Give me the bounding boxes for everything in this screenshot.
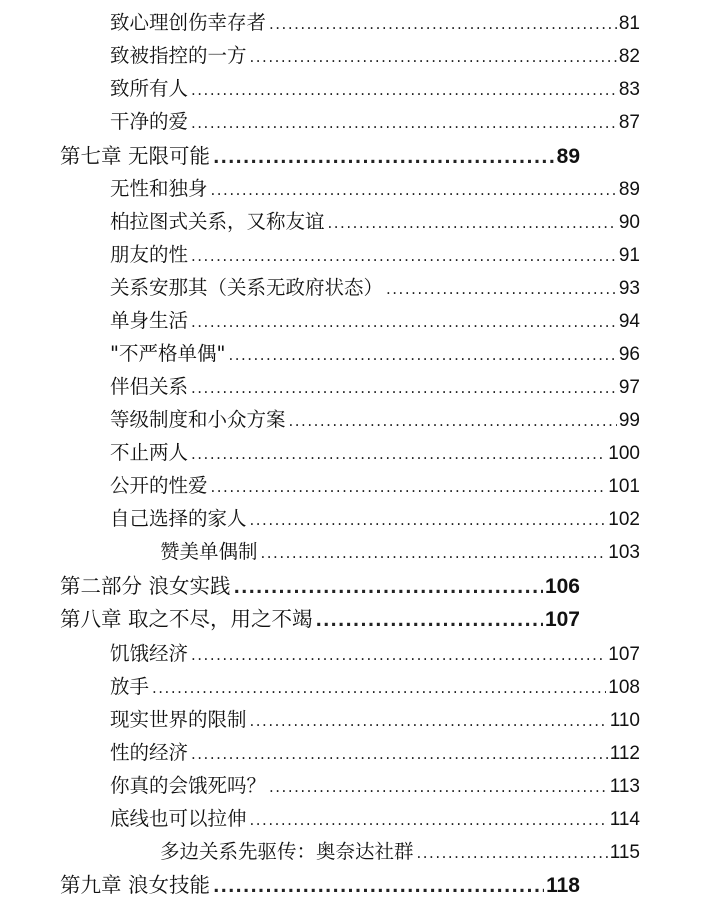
toc-entry-title: 朋友的性 xyxy=(110,243,189,266)
toc-entry-title: 单身生活 xyxy=(110,309,189,332)
dot-leader xyxy=(269,10,617,38)
toc-entry-title: 自己选择的家人 xyxy=(110,507,247,530)
toc-entry[interactable] xyxy=(110,739,640,768)
dot-leader xyxy=(211,473,607,501)
dot-leader xyxy=(191,109,617,137)
toc-entry-page: 91 xyxy=(618,245,640,266)
toc-entry-title: 放手 xyxy=(110,675,150,698)
toc-entry-page: 114 xyxy=(609,809,640,830)
toc-entry[interactable] xyxy=(110,175,640,204)
toc-chapter-entry[interactable] xyxy=(60,871,580,901)
toc-entry[interactable] xyxy=(110,472,640,501)
dot-leader xyxy=(191,740,608,768)
toc-entry-title: 第八章 取之不尽，用之不竭 xyxy=(60,607,313,631)
toc-entry-page: 93 xyxy=(618,278,640,299)
dot-leader xyxy=(191,440,606,468)
toc-entry-page: 118 xyxy=(546,874,580,897)
toc-entry-page: 81 xyxy=(618,13,640,34)
dot-leader xyxy=(191,242,617,270)
toc-entry[interactable] xyxy=(160,838,640,867)
dot-leader xyxy=(386,275,617,303)
toc-entry[interactable] xyxy=(110,241,640,270)
toc-entry-page: 100 xyxy=(608,443,640,464)
toc-entry[interactable] xyxy=(110,307,640,336)
dot-leader xyxy=(250,707,608,735)
dot-leader xyxy=(316,607,543,635)
toc-entry-page: 99 xyxy=(618,410,640,431)
toc-entry-title: 你真的会饿死吗？ xyxy=(110,774,267,797)
toc-entry-page: 107 xyxy=(608,644,640,665)
toc-chapter-entry[interactable] xyxy=(60,572,580,602)
toc-entry[interactable] xyxy=(110,805,640,834)
toc-entry-page: 112 xyxy=(609,743,640,764)
toc-entry[interactable] xyxy=(110,274,640,303)
toc-entry[interactable] xyxy=(110,505,640,534)
dot-leader xyxy=(191,308,617,336)
toc-entry-title: 第九章 浪女技能 xyxy=(60,873,211,897)
dot-leader xyxy=(191,76,617,104)
toc-entry-title: 第七章 无限可能 xyxy=(60,144,211,168)
toc-entry-title: 等级制度和小众方案 xyxy=(110,408,286,431)
toc-entry[interactable] xyxy=(110,673,640,702)
toc-entry-title: 现实世界的限制 xyxy=(110,708,247,731)
toc-entry-title: 致被指控的一方 xyxy=(110,44,247,67)
toc-entry-page: 107 xyxy=(544,608,580,631)
toc-entry-title: 致所有人 xyxy=(110,77,189,100)
dot-leader xyxy=(234,574,543,602)
toc-entry-page: 97 xyxy=(618,377,640,398)
toc-entry-title: 无性和独身 xyxy=(110,177,208,200)
dot-leader xyxy=(269,773,608,801)
dot-leader xyxy=(213,144,555,172)
dot-leader xyxy=(228,341,616,369)
toc-entry-page: 115 xyxy=(609,842,640,863)
dot-leader xyxy=(213,873,544,901)
toc-entry-title: "不严格单偶" xyxy=(110,342,226,365)
dot-leader xyxy=(250,43,617,71)
toc-entry-title: 不止两人 xyxy=(110,441,189,464)
dot-leader xyxy=(191,374,617,402)
toc-entry-title: 赞美单偶制 xyxy=(160,540,258,563)
dot-leader xyxy=(152,674,606,702)
toc-entry[interactable] xyxy=(110,706,640,735)
toc-entry-title: 性的经济 xyxy=(110,741,189,764)
toc-entry-page: 101 xyxy=(608,476,640,497)
toc-entry-page: 106 xyxy=(544,575,580,598)
toc-entry-title: 公开的性爱 xyxy=(110,474,208,497)
toc-entry[interactable] xyxy=(110,772,640,801)
toc-entry[interactable] xyxy=(110,406,640,435)
toc-entry[interactable] xyxy=(110,340,640,369)
toc-entry-title: 第二部分 浪女实践 xyxy=(60,574,231,598)
toc-entry-page: 94 xyxy=(618,311,640,332)
toc-entry-page: 102 xyxy=(608,509,640,530)
toc-chapter-entry[interactable] xyxy=(60,605,580,635)
toc-entry-title: 底线也可以拉伸 xyxy=(110,807,247,830)
dot-leader xyxy=(328,209,617,237)
toc-entry[interactable] xyxy=(160,538,640,567)
toc-entry[interactable] xyxy=(110,640,640,669)
dot-leader xyxy=(191,641,606,669)
toc-entry-title: 饥饿经济 xyxy=(110,642,189,665)
dot-leader xyxy=(261,539,607,567)
toc-entry-page: 89 xyxy=(556,145,580,168)
toc-chapter-entry[interactable] xyxy=(60,142,580,172)
toc-entry-page: 103 xyxy=(608,542,640,563)
toc-entry-title: 关系安那其（关系无政府状态） xyxy=(110,276,384,299)
toc-entry[interactable] xyxy=(110,108,640,137)
toc-entry-title: 干净的爱 xyxy=(110,110,189,133)
toc-entry-page: 82 xyxy=(618,46,640,67)
toc-entry-title: 多边关系先驱传：奥奈达社群 xyxy=(160,840,414,863)
toc-entry-page: 87 xyxy=(618,112,640,133)
dot-leader xyxy=(250,806,608,834)
toc-entry-title: 柏拉图式关系，又称友谊 xyxy=(110,210,325,233)
toc-entry-page: 108 xyxy=(608,677,640,698)
toc-entry-page: 83 xyxy=(618,79,640,100)
dot-leader xyxy=(289,407,617,435)
dot-leader xyxy=(250,506,607,534)
toc-entry[interactable] xyxy=(110,9,640,38)
toc-entry-title: 致心理创伤幸存者 xyxy=(110,11,267,34)
toc-entry-page: 96 xyxy=(618,344,640,365)
toc-entry[interactable] xyxy=(110,373,640,402)
toc-entry-page: 113 xyxy=(609,776,640,797)
toc-entry[interactable] xyxy=(110,75,640,104)
dot-leader xyxy=(211,176,617,204)
toc-entry[interactable] xyxy=(110,439,640,468)
toc-entry-title: 伴侣关系 xyxy=(110,375,189,398)
dot-leader xyxy=(417,839,608,867)
toc-entry[interactable] xyxy=(110,42,640,71)
toc-entry-page: 89 xyxy=(618,179,640,200)
toc-entry-page: 110 xyxy=(609,710,640,731)
toc-entry-page: 90 xyxy=(618,212,640,233)
toc-entry[interactable] xyxy=(110,208,640,237)
